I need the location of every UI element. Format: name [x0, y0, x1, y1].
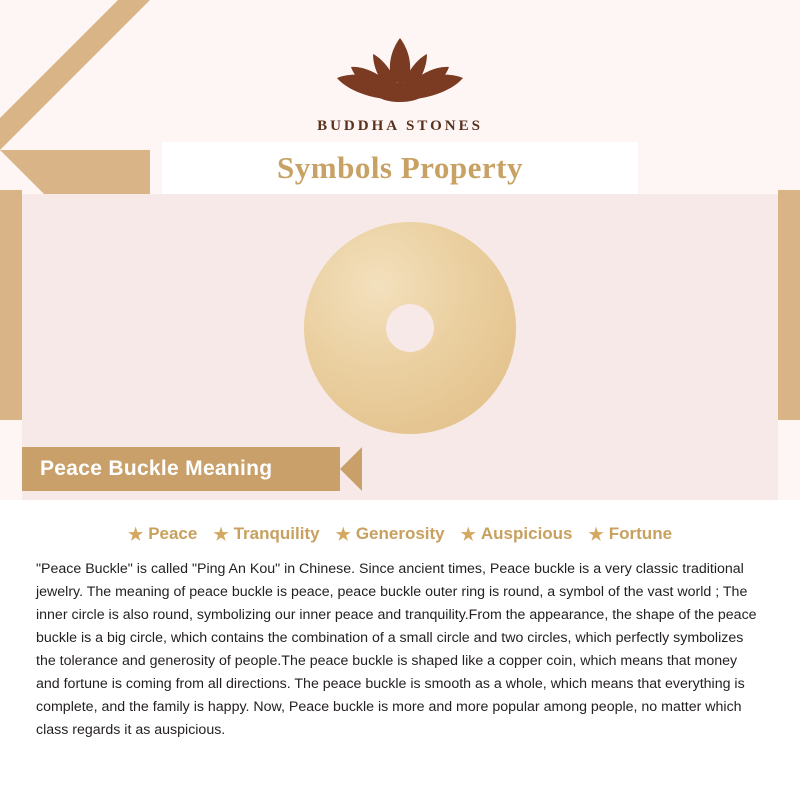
- star-icon: ★: [335, 524, 351, 544]
- star-icon: ★: [213, 524, 229, 544]
- lotus-meditation-icon: [315, 22, 485, 114]
- ribbon-notch: [340, 447, 362, 491]
- keyword-item: [461, 524, 573, 544]
- keyword-label: Generosity: [355, 524, 445, 543]
- keyword-item: [128, 524, 197, 544]
- keyword-label: Fortune: [608, 524, 673, 543]
- section-ribbon-label: Peace Buckle Meaning: [40, 457, 273, 480]
- description-section: [0, 500, 800, 800]
- keyword-label: Auspicious: [480, 524, 573, 543]
- peace-buckle-disc-hole: [386, 304, 434, 352]
- keyword-item: [336, 524, 445, 544]
- keyword-label: Peace: [148, 524, 198, 543]
- keyword-list: [0, 500, 800, 544]
- right-accent-bar: [778, 190, 800, 420]
- page-title-band: [162, 142, 638, 194]
- description-paragraph: "Peace Buckle" is called "Ping An Kou" in Chinese. Since ancient times, Peace buckle is a very classic traditional jewelry. The meaning of peace buckle is peace, peace buckle outer ring is round, a symbol of the vast world ; The inner circle is also round, symbolizing our inner peace and tranquility.From the appearance, the shape of the peace buckle is a big circle, which contains the combination of a small circle and two circles, which perfectly symbolizes the tolerance and generosity of people.The peace buckle is shaped like a copper coin, which means that money and fortune is coming from all directions. The peace buckle is smooth as a whole, which means that everything is complete, and the family is happy. Now, Peace buckle is more and more popular among people, no matter which class regards it as auspicious.: [36, 561, 757, 738]
- section-ribbon: [22, 447, 362, 491]
- keyword-item: [213, 524, 319, 544]
- keyword-label: Tranquility: [233, 524, 320, 543]
- page-title: Symbols Property: [277, 150, 523, 185]
- peace-buckle-disc-illustration: [304, 222, 516, 434]
- star-icon: ★: [127, 524, 144, 544]
- keyword-item: [589, 524, 673, 544]
- star-icon: ★: [460, 524, 476, 544]
- brand-name: BUDDHA STONES: [317, 118, 483, 134]
- star-icon: ★: [588, 524, 604, 544]
- brand-logo: [0, 22, 800, 135]
- left-accent-bar: [0, 190, 22, 420]
